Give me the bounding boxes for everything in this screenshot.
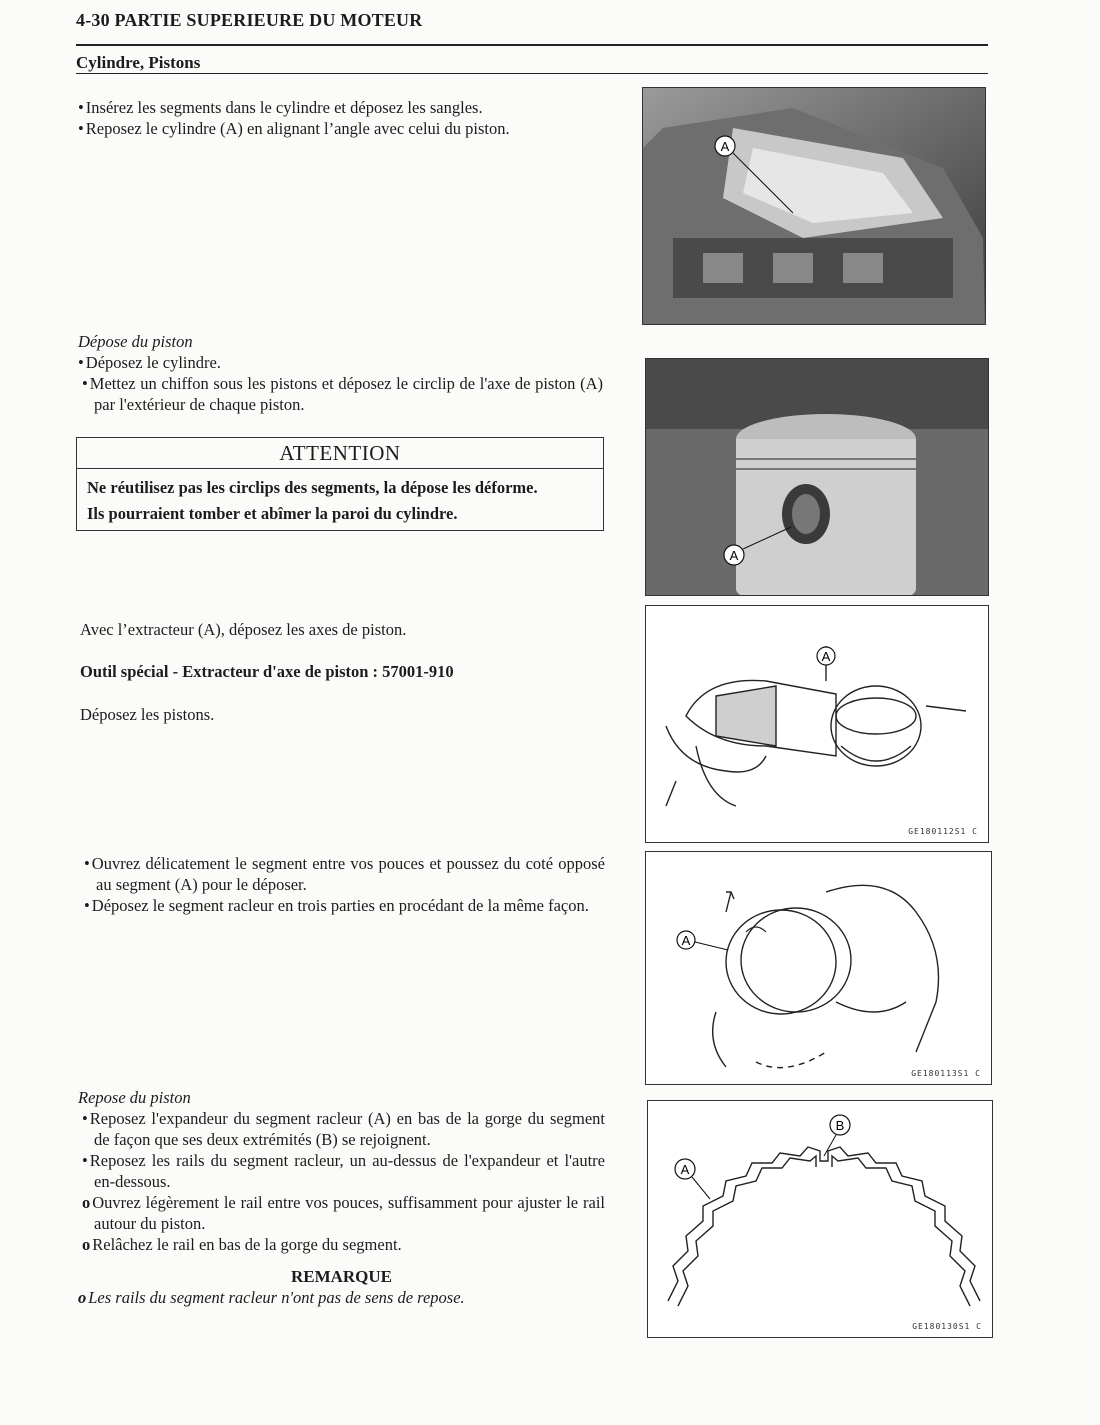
special-tool-note: Outil spécial - Extracteur d'axe de piston : 57001-910 [80, 662, 454, 681]
cylinder-photo-illustration [643, 88, 985, 324]
figure-pin-puller [645, 605, 989, 843]
fig3-label-a: A [821, 649, 831, 664]
attention-line-1: Ne réutilisez pas les circlips des segments, la dépose les déforme. [87, 478, 538, 497]
block-cylinder-install [78, 97, 603, 139]
piston-removal-heading: Dépose du piston [78, 332, 193, 351]
attention-title: ATTENTION [77, 438, 603, 469]
figure-ring-removal [645, 851, 992, 1085]
fig5-label-b: B [835, 1118, 845, 1133]
section-rule [76, 73, 988, 74]
step-puller: Avec l’extracteur (A), déposez les axes de piston. [80, 620, 407, 639]
fig3-code: GE180112S1 C [908, 827, 978, 836]
attention-line-2: Ils pourraient tomber et abîmer la paroi du cylindre. [87, 504, 458, 523]
attention-box [76, 437, 604, 531]
piston-photo-illustration [646, 359, 988, 595]
block-ring-removal [80, 853, 605, 916]
fig4-label-a: A [681, 933, 691, 948]
step-install-rails: • Reposez les rails du segment racleur, un au-dessus de l'expandeur et l'autre en-dessous. [78, 1150, 605, 1192]
note-title: REMARQUE [290, 1267, 393, 1286]
step-install-cylinder: • Reposez le cylindre (A) en alignant l’angle avec celui du piston. [78, 118, 603, 139]
figure-cylinder-photo [642, 87, 986, 325]
fig5-code: GE180130S1 C [912, 1322, 982, 1331]
header-rule [76, 44, 988, 46]
pin-puller-illustration [646, 606, 988, 842]
piston-install-heading: Repose du piston [78, 1088, 191, 1107]
section-title: Cylindre, Pistons [76, 53, 201, 72]
step-install-expander: • Reposez l'expandeur du segment racleur (A) en bas de la gorge du segment de façon que ses deux extrémités (B) se rejoignent. [78, 1108, 605, 1150]
block-piston-install [78, 1087, 605, 1308]
fig2-label-a: A [729, 548, 739, 563]
note-text: o Les rails du segment racleur n'ont pas de sens de repose. [78, 1287, 605, 1308]
figure-expander [647, 1100, 993, 1338]
fig4-code: GE180113S1 C [911, 1069, 981, 1078]
page-header-title: 4-30 PARTIE SUPERIEURE DU MOTEUR [76, 10, 423, 30]
substep-open-rail: o Ouvrez légèrement le rail entre vos pouces, suffisamment pour ajuster le rail autour du piston. [78, 1192, 605, 1234]
step-remove-pistons: Déposez les pistons. [80, 705, 215, 724]
step-remove-cylinder: • Déposez le cylindre. [78, 352, 603, 373]
step-insert-rings: • Insérez les segments dans le cylindre et déposez les sangles. [78, 97, 603, 118]
fig1-label-a: A [720, 139, 730, 154]
step-remove-circlip: • Mettez un chiffon sous les pistons et déposez le circlip de l'axe de piston (A) par l'extérieur de chaque piston. [78, 373, 603, 415]
figure-piston-photo [645, 358, 989, 596]
ring-removal-illustration [646, 852, 991, 1084]
substep-release-rail: o Relâchez le rail en bas de la gorge du segment. [78, 1234, 605, 1255]
fig5-label-a: A [680, 1162, 690, 1177]
step-remove-oil-ring: • Déposez le segment racleur en trois parties en procédant de la même façon. [80, 895, 605, 916]
block-piston-removal [78, 331, 603, 415]
expander-illustration [648, 1101, 992, 1337]
step-open-ring: • Ouvrez délicatement le segment entre vos pouces et poussez du coté opposé au segment (A) pour le déposer. [80, 853, 605, 895]
